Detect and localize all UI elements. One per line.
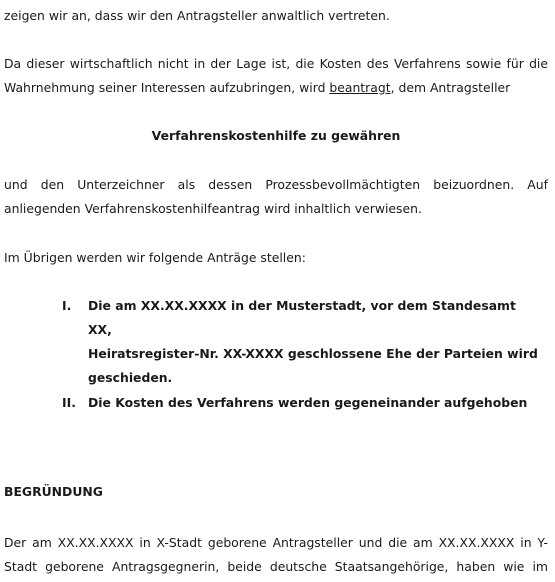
- intro-line: zeigen wir an, dass wir den Antragsteller anwaltlich vertreten.: [4, 8, 390, 23]
- request-number: II.: [62, 395, 76, 410]
- request-line: Die am XX.XX.XXXX in der Musterstadt, vor dem Standesamt XX,: [88, 298, 516, 337]
- para1-line2-suffix: , dem Antragsteller: [390, 80, 511, 95]
- para2-line1: und den Unterzeichner als dessen Prozessbevollmächtigten beizuordnen. Auf: [4, 177, 548, 192]
- para1-line1: Da dieser wirtschaftlich nicht in der Lage ist, die Kosten des Verfahrens sowie für die: [4, 56, 548, 71]
- request-number: I.: [62, 298, 72, 313]
- request-line: Heiratsregister-Nr. XX-XXXX geschlossene Ehe der Parteien wird: [88, 346, 538, 361]
- request-line: geschieden.: [88, 370, 173, 385]
- section-heading: BEGRÜNDUNG: [4, 484, 103, 499]
- beantragt-underlined: beantragt: [329, 80, 391, 95]
- request-item-1: [62, 294, 542, 390]
- center-heading: Verfahrenskostenhilfe zu gewähren: [151, 128, 401, 143]
- para1-line2-prefix: Wahrnehmung seiner Interessen aufzubringen, wird: [4, 80, 330, 95]
- para4-line1: Der am XX.XX.XXXX in X-Stadt geborene Antragsteller und die am XX.XX.XXXX in Y-: [4, 535, 548, 550]
- para2-line2: anliegenden Verfahrenskostenhilfeantrag wird inhaltlich verwiesen.: [4, 201, 422, 216]
- request-line: Die Kosten des Verfahrens werden gegeneinander aufgehoben: [88, 395, 528, 410]
- request-item-2: [62, 391, 542, 415]
- para4-line2: Stadt geborene Antragsgegnerin, beide deutsche Staatsangehörige, haben wie im: [4, 559, 548, 574]
- para3: Im Übrigen werden wir folgende Anträge stellen:: [4, 250, 306, 265]
- para1-line2: [4, 79, 510, 97]
